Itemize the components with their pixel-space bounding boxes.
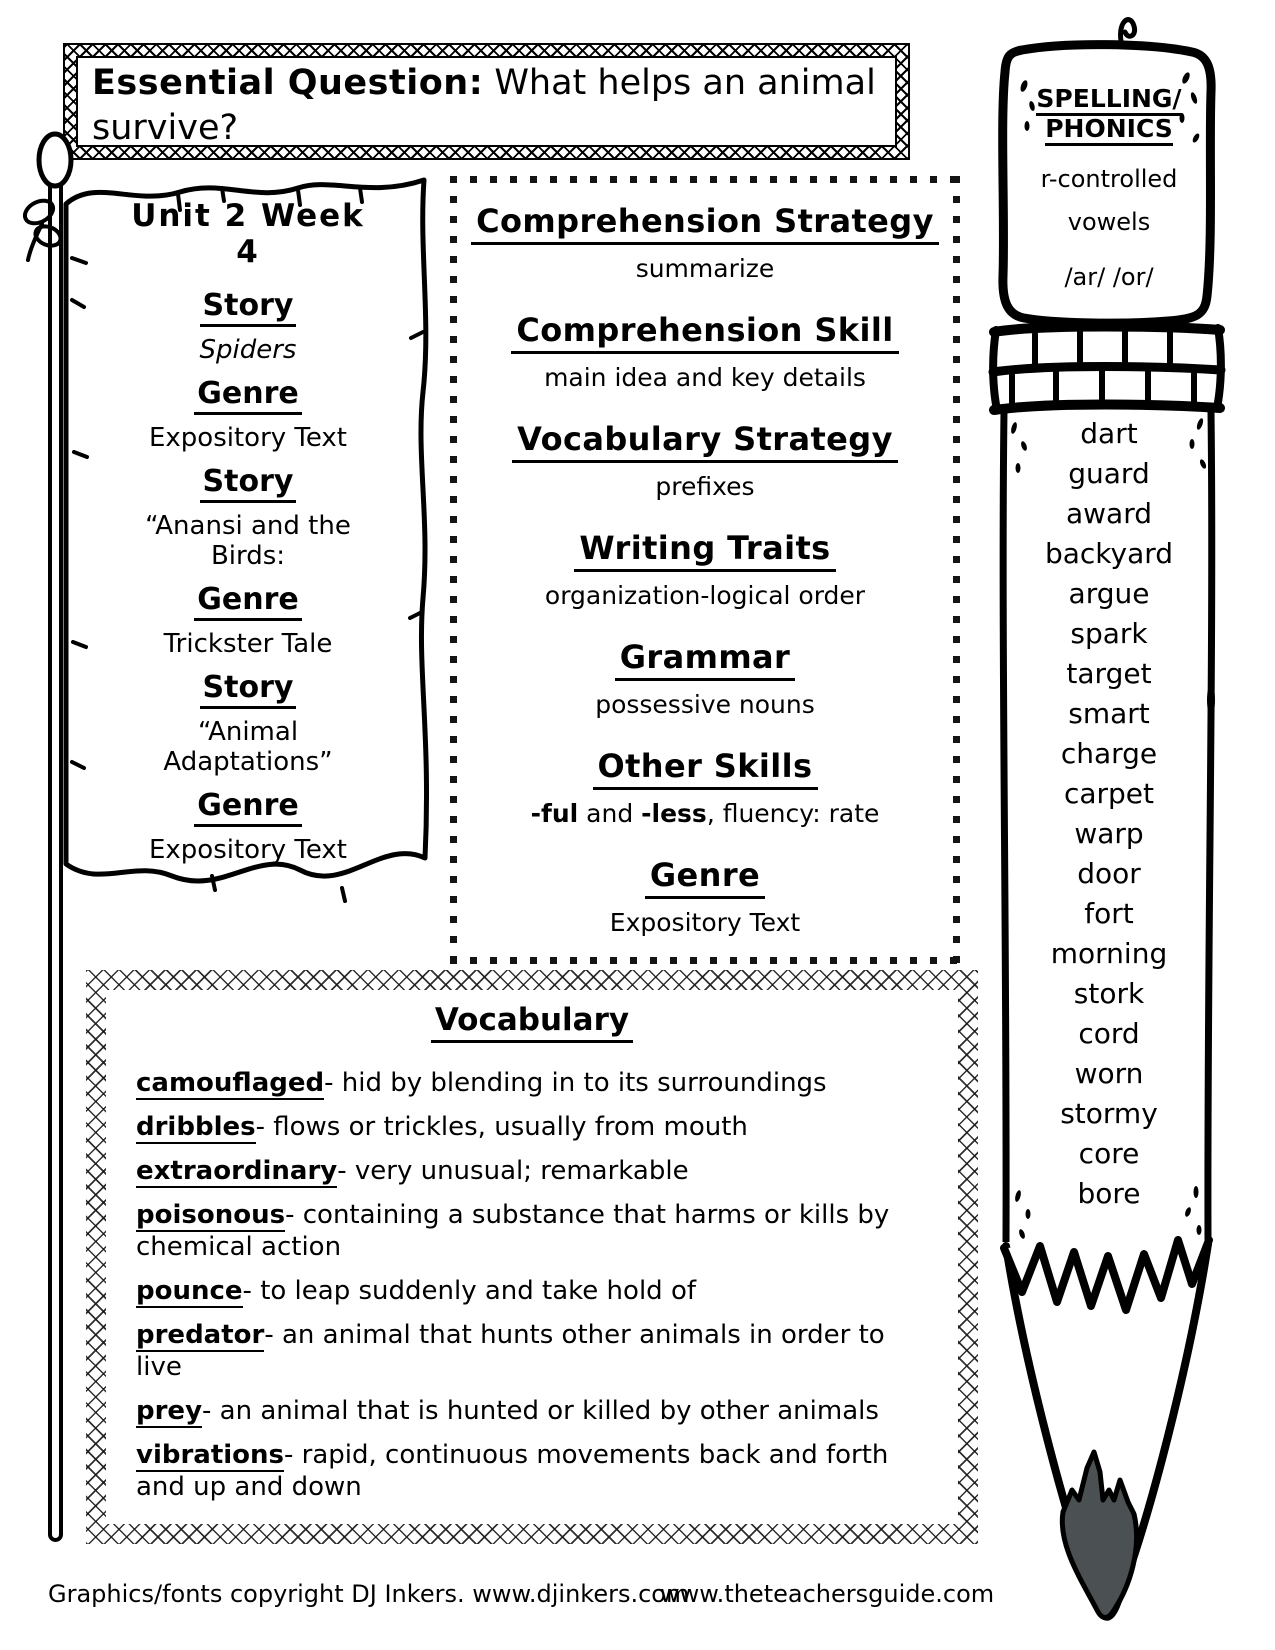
unit-week-title: Unit 2 Week 4 bbox=[131, 198, 365, 270]
vocab-definition: - very unusual; remarkable bbox=[337, 1156, 689, 1186]
genre-value: Expository Text bbox=[148, 835, 348, 865]
skill-section-vocabulary-strategy bbox=[450, 420, 960, 501]
spelling-word: cord bbox=[1078, 1017, 1140, 1050]
skill-value: possessive nouns bbox=[595, 690, 815, 719]
spelling-word: backyard bbox=[1044, 537, 1174, 570]
vocab-term: camouflaged bbox=[136, 1068, 325, 1098]
spelling-word: morning bbox=[1050, 937, 1168, 970]
skill-heading: Genre bbox=[645, 856, 765, 899]
spelling-word: stormy bbox=[1060, 1097, 1158, 1130]
vocab-definition: - containing a substance that harms or kills by chemical action bbox=[136, 1200, 890, 1262]
vocabulary-title: Vocabulary bbox=[431, 1002, 633, 1043]
pencil-body-left-edge bbox=[1003, 412, 1006, 1242]
spelling-word: spark bbox=[1070, 617, 1148, 650]
vocab-definition: - an animal that is hunted or killed by other animals bbox=[202, 1396, 879, 1426]
spelling-word: worn bbox=[1074, 1057, 1144, 1090]
vocabulary-box bbox=[86, 970, 978, 1544]
spelling-word: warp bbox=[1074, 817, 1144, 850]
flag-content bbox=[117, 198, 379, 876]
vocab-entry bbox=[136, 1199, 928, 1263]
vocab-entry bbox=[136, 1067, 928, 1099]
vocab-term: predator bbox=[136, 1320, 265, 1350]
story-heading: Story bbox=[200, 464, 297, 503]
skill-heading: Grammar bbox=[615, 638, 796, 681]
vocab-term: extraordinary bbox=[136, 1156, 338, 1186]
spelling-word: smart bbox=[1068, 697, 1150, 730]
vocab-entry bbox=[136, 1275, 928, 1307]
vocab-definition: - to leap suddenly and take hold of bbox=[242, 1276, 696, 1306]
skill-heading: Writing Traits bbox=[574, 529, 835, 572]
story-value: “Anansi and the Birds: bbox=[145, 511, 351, 571]
skill-heading: Comprehension Skill bbox=[511, 311, 898, 354]
genre-heading: Genre bbox=[194, 376, 301, 415]
story-heading: Story bbox=[200, 670, 297, 709]
skill-section-grammar bbox=[450, 638, 960, 719]
essential-question-label: Essential Question: bbox=[92, 63, 484, 103]
vocab-entry bbox=[136, 1395, 928, 1427]
spelling-subtitle-2: vowels bbox=[1067, 208, 1151, 236]
skill-heading: Comprehension Strategy bbox=[471, 202, 939, 245]
spelling-word: bore bbox=[1077, 1177, 1141, 1210]
vocab-definition: - flows or trickles, usually from mouth bbox=[255, 1112, 748, 1142]
flag-section-genre-2 bbox=[117, 582, 379, 659]
essential-question-value: What helps an animal survive? bbox=[92, 63, 876, 148]
vocabulary-title-row bbox=[136, 1002, 928, 1043]
flag-section-genre-3 bbox=[117, 788, 379, 865]
flag-section-genre-1 bbox=[117, 376, 379, 453]
footer-url: www.theteachersguide.com bbox=[660, 1580, 995, 1608]
vocab-term: vibrations bbox=[136, 1440, 285, 1470]
vocab-entry bbox=[136, 1111, 928, 1143]
vocab-term: pounce bbox=[136, 1276, 243, 1306]
pencil-ferrule bbox=[993, 327, 1221, 411]
genre-heading: Genre bbox=[194, 582, 301, 621]
spelling-subtitle-1: r-controlled bbox=[1040, 165, 1178, 193]
skill-value: main idea and key details bbox=[544, 363, 866, 392]
skill-value: Expository Text bbox=[609, 908, 801, 937]
vocab-definition: - rapid, continuous movements back and forth and up and down bbox=[136, 1440, 889, 1502]
genre-heading: Genre bbox=[194, 788, 301, 827]
genre-value: Expository Text bbox=[148, 423, 348, 453]
spelling-word: door bbox=[1077, 857, 1141, 890]
genre-value: Trickster Tale bbox=[163, 629, 333, 659]
story-value: Spiders bbox=[199, 335, 297, 365]
skill-heading: Other Skills bbox=[593, 747, 818, 790]
spelling-word: guard bbox=[1068, 457, 1150, 490]
skill-section-comprehension-skill bbox=[450, 311, 960, 392]
vocab-definition: - hid by blending in to its surroundings bbox=[324, 1068, 827, 1098]
vocab-entry bbox=[136, 1439, 928, 1503]
spelling-phonemes: /ar/ /or/ bbox=[1064, 263, 1154, 291]
spelling-word: carpet bbox=[1063, 777, 1155, 810]
spelling-word: award bbox=[1065, 497, 1152, 530]
vocab-definition: - an animal that hunts other animals in order to live bbox=[136, 1320, 885, 1382]
skill-value: prefixes bbox=[655, 472, 755, 501]
spelling-header bbox=[1013, 84, 1205, 291]
flag-pole bbox=[50, 150, 61, 1540]
vocabulary-list bbox=[136, 1067, 928, 1503]
flag-section-story-1 bbox=[117, 288, 379, 365]
skill-value: organization-logical order bbox=[544, 581, 866, 610]
flag-pole-knob bbox=[39, 134, 71, 186]
skill-heading: Vocabulary Strategy bbox=[512, 420, 898, 463]
spelling-word-list bbox=[1008, 414, 1210, 1214]
spelling-word: target bbox=[1066, 657, 1152, 690]
footer-credit: Graphics/fonts copyright DJ Inkers. www.djinkers.com bbox=[48, 1580, 690, 1608]
spelling-title-line2: PHONICS bbox=[1045, 114, 1173, 146]
vocab-entry bbox=[136, 1319, 928, 1383]
skill-section-comprehension-strategy bbox=[450, 202, 960, 283]
vocab-term: prey bbox=[136, 1396, 203, 1426]
skill-value: -ful and -less, fluency: rate bbox=[530, 799, 880, 828]
skill-section-other-skills bbox=[450, 747, 960, 828]
vocabulary-content bbox=[106, 990, 958, 1524]
skill-section-genre bbox=[450, 856, 960, 937]
skill-value: summarize bbox=[635, 254, 775, 283]
spelling-word: dart bbox=[1080, 417, 1138, 450]
spelling-title-line1: SPELLING/ bbox=[1036, 84, 1181, 116]
vocab-term: poisonous bbox=[136, 1200, 286, 1230]
skills-box bbox=[450, 176, 960, 964]
vocab-entry bbox=[136, 1155, 928, 1187]
flag-section-story-3 bbox=[117, 670, 379, 777]
story-heading: Story bbox=[200, 288, 297, 327]
spelling-word: charge bbox=[1060, 737, 1158, 770]
vocab-term: dribbles bbox=[136, 1112, 256, 1142]
spelling-word: fort bbox=[1084, 897, 1134, 930]
flag-section-story-2 bbox=[117, 464, 379, 571]
story-value: “Animal Adaptations” bbox=[163, 717, 333, 777]
spelling-word: argue bbox=[1068, 577, 1150, 610]
spelling-word: core bbox=[1078, 1137, 1140, 1170]
spelling-word: stork bbox=[1073, 977, 1145, 1010]
skill-section-writing-traits bbox=[450, 529, 960, 610]
